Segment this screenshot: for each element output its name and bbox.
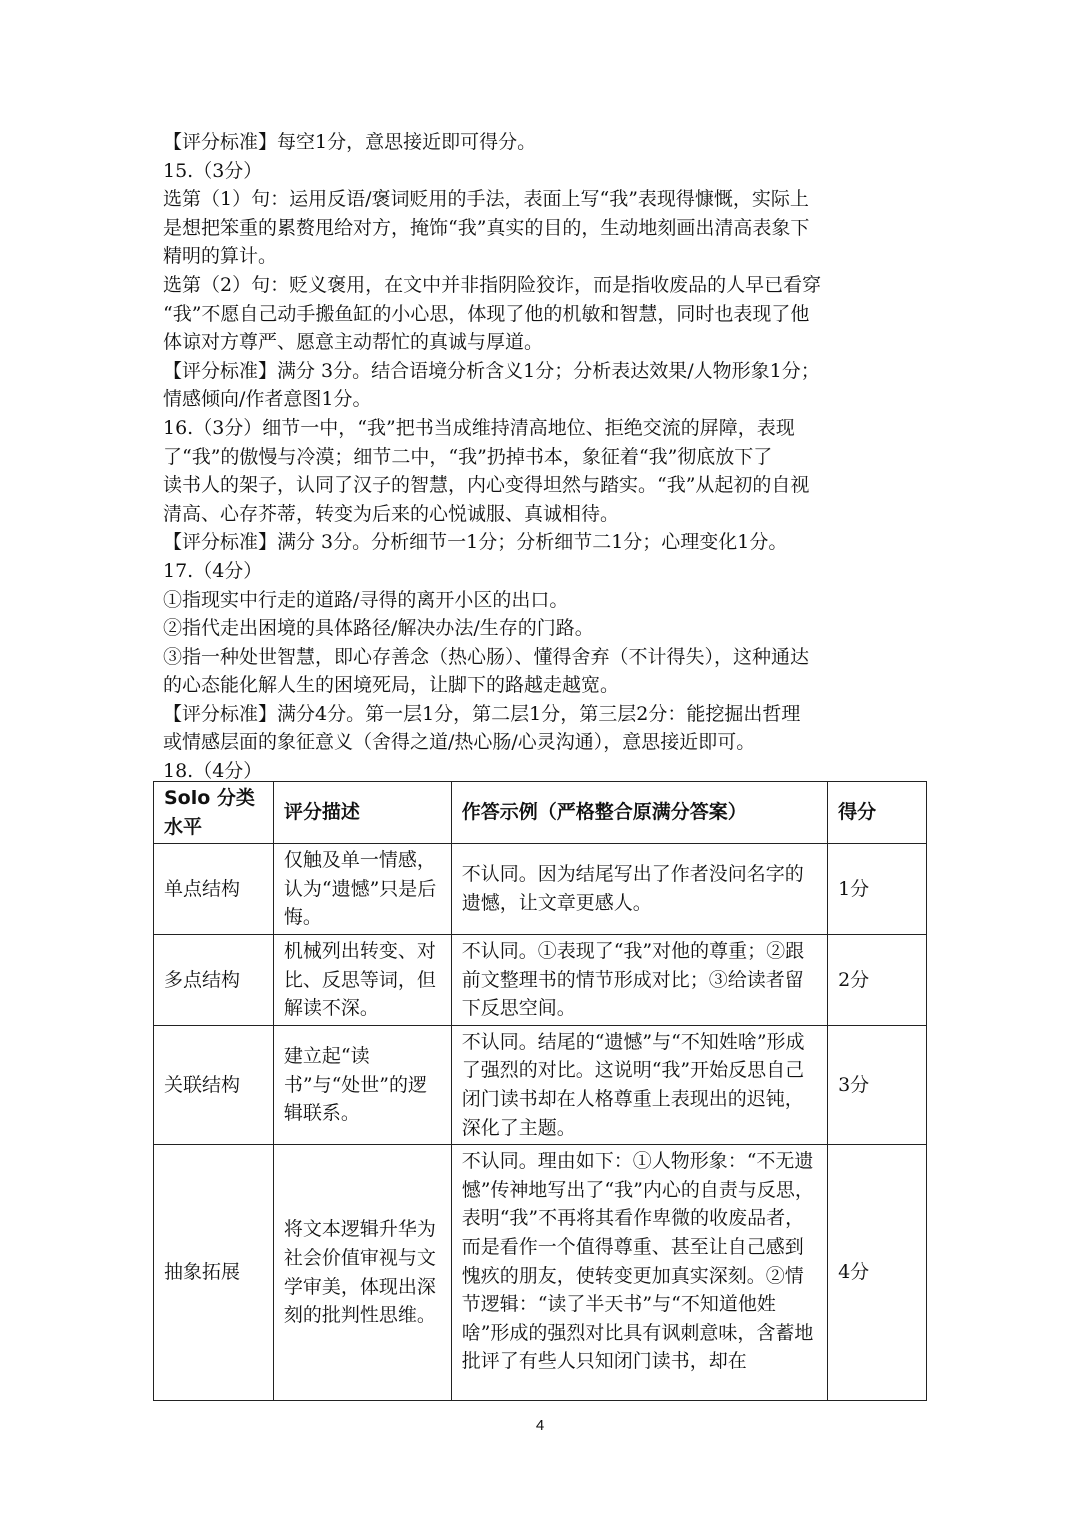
text-line: 或情感层面的象征意义（舍得之道/热心肠/心灵沟通），意思接近即可。 <box>163 731 756 754</box>
row-example: 不认同。结尾的“遗憾”与“不知姓啥”形成了强烈的对比。这说明“我”开始反思自己闭门读书却在人格尊重上表现出的迟钝，深化了主题。 <box>451 1025 827 1144</box>
text-line: 了“我”的傲慢与冷漠；细节二中，“我”扔掉书本，象征着“我”彻底放下了 <box>163 445 773 468</box>
row-score: 2分 <box>828 934 927 1025</box>
text-line: 选第（1）句：运用反语/褒词贬用的手法，表面上写“我”表现得慷慨，实际上 <box>163 188 809 211</box>
table-row <box>154 934 927 1025</box>
question-heading: 15.（3分） <box>163 159 263 182</box>
row-score: 3分 <box>828 1025 927 1144</box>
text-line: 【评分标准】满分 3分。分析细节一1分；分析细节二1分；心理变化1分。 <box>163 531 788 554</box>
text-line: 精明的算计。 <box>163 245 278 268</box>
solo-grading-table <box>153 781 927 1401</box>
question-heading: 18.（4分） <box>163 760 263 783</box>
row-example: 不认同。因为结尾写出了作者没问名字的遗憾，让文章更感人。 <box>451 844 827 935</box>
table-row <box>154 844 927 935</box>
text-line: 情感倾向/作者意图1分。 <box>163 388 372 411</box>
row-description: 将文本逻辑升华为社会价值审视与文学审美，体现出深刻的批判性思维。 <box>273 1145 451 1401</box>
row-description: 仅触及单一情感，认为“遗憾”只是后悔。 <box>273 844 451 935</box>
text-line: 【评分标准】满分4分。第一层1分，第二层1分，第三层2分：能挖掘出哲理 <box>163 702 801 725</box>
header-example: 作答示例（严格整合原满分答案） <box>451 782 827 844</box>
text-line: 【评分标准】每空1分，意思接近即可得分。 <box>163 131 537 153</box>
header-solo-level: Solo 分类水平 <box>154 782 274 844</box>
row-level: 多点结构 <box>154 934 274 1025</box>
text-line: ③指一种处世智慧，即心存善念（热心肠）、懂得舍弃（不计得失），这种通达 <box>163 645 810 668</box>
text-line: ①指现实中行走的道路/寻得的离开小区的出口。 <box>163 588 569 611</box>
text-line: 读书人的架子，认同了汉子的智慧，内心变得坦然与踏实。“我”从起初的自视 <box>163 474 810 497</box>
row-example: 不认同。①表现了“我”对他的尊重；②跟前文整理书的情节形成对比；③给读者留下反思空间。 <box>451 934 827 1025</box>
row-level: 单点结构 <box>154 844 274 935</box>
text-line: 选第（2）句：贬义褒用，在文中并非指阴险狡诈，而是指收废品的人早已看穿 <box>163 273 822 296</box>
row-level: 抽象拓展 <box>154 1145 274 1401</box>
text-line: 16.（3分）细节一中，“我”把书当成维持清高地位、拒绝交流的屏障，表现 <box>163 416 795 439</box>
row-level: 关联结构 <box>154 1025 274 1144</box>
row-example: 不认同。理由如下：①人物形象：“不无遗憾”传神地写出了“我”内心的自责与反思，表明“我”不再将其看作卑微的收废品者，而是看作一个值得尊重、甚至让自己感到愧疚的朋友，使转变更加真实深刻。②情节逻辑：“读了半天书”与“不知道他姓啥”形成的强烈对比具有讽刺意味，含蓄地批评了有些人只知闭门读书，却在 <box>451 1145 827 1401</box>
answer-text <box>163 128 923 786</box>
row-description: 建立起“读书”与“处世”的逻辑联系。 <box>273 1025 451 1144</box>
header-score: 得分 <box>828 782 927 844</box>
question-heading: 17.（4分） <box>163 559 263 582</box>
text-line: ②指代走出困境的具体路径/解决办法/生存的门路。 <box>163 617 594 640</box>
table-row <box>154 1025 927 1144</box>
table-header-row <box>154 782 927 844</box>
text-line: “我”不愿自己动手搬鱼缸的小心思，体现了他的机敏和智慧，同时也表现了他 <box>163 302 810 325</box>
row-score: 1分 <box>828 844 927 935</box>
header-description: 评分描述 <box>273 782 451 844</box>
page-number: 4 <box>535 1417 545 1434</box>
text-line: 体谅对方尊严、愿意主动帮忙的真诚与厚道。 <box>163 331 544 354</box>
row-score: 4分 <box>828 1145 927 1401</box>
text-line: 的心态能化解人生的困境死局，让脚下的路越走越宽。 <box>163 674 620 697</box>
text-line: 【评分标准】满分 3分。结合语境分析含义1分；分析表达效果/人物形象1分； <box>163 359 820 382</box>
text-line: 是想把笨重的累赘甩给对方，掩饰“我”真实的目的，生动地刻画出清高表象下 <box>163 216 810 239</box>
table-row <box>154 1145 927 1401</box>
text-line: 清高、心存芥蒂，转变为后来的心悦诚服、真诚相待。 <box>163 502 620 525</box>
row-description: 机械列出转变、对比、反思等词，但解读不深。 <box>273 934 451 1025</box>
